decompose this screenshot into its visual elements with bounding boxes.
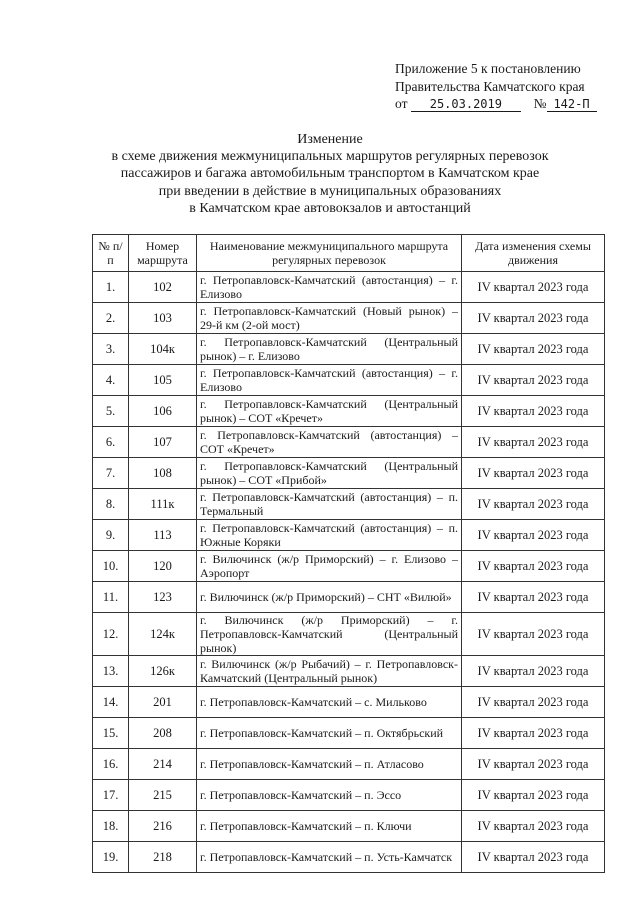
table-row: [93, 489, 605, 520]
cell-date: IV квартал 2023 года: [462, 334, 605, 365]
cell-date: IV квартал 2023 года: [462, 687, 605, 718]
cell-name: г. Петропавловск-Камчатский (автостанция) – п. Термальный: [197, 489, 462, 520]
cell-date: IV квартал 2023 года: [462, 272, 605, 303]
title-line-1: Изменение: [297, 132, 363, 147]
cell-name: г. Петропавловск-Камчатский (автостанция) – СОТ «Кречет»: [197, 427, 462, 458]
cell-num: 13.: [93, 656, 129, 687]
table-row: [93, 427, 605, 458]
table-header-row: [93, 235, 605, 272]
cell-route: 111к: [129, 489, 197, 520]
cell-name: г. Петропавловск-Камчатский (автостанция) – г. Елизово: [197, 365, 462, 396]
cell-date: IV квартал 2023 года: [462, 520, 605, 551]
cell-date: IV квартал 2023 года: [462, 811, 605, 842]
cell-date: IV квартал 2023 года: [462, 427, 605, 458]
cell-num: 8.: [93, 489, 129, 520]
cell-route: 124к: [129, 613, 197, 656]
cell-num: 9.: [93, 520, 129, 551]
cell-name: г. Вилючинск (ж/р Рыбачий) – г. Петропавловск-Камчатский (Центральный рынок): [197, 656, 462, 687]
cell-num: 5.: [93, 396, 129, 427]
header-date: Дата изменения схемы движения: [462, 235, 605, 272]
appendix-from-label: от: [395, 96, 408, 111]
cell-route: 218: [129, 842, 197, 873]
cell-num: 7.: [93, 458, 129, 489]
cell-date: IV квартал 2023 года: [462, 458, 605, 489]
title-line-5: в Камчатском крае автовокзалов и автостанций: [189, 200, 471, 216]
cell-date: IV квартал 2023 года: [462, 365, 605, 396]
cell-route: 120: [129, 551, 197, 582]
cell-name: г. Петропавловск-Камчатский – п. Атласово: [197, 749, 462, 780]
cell-route: 214: [129, 749, 197, 780]
appendix-date: 25.03.2019: [411, 97, 521, 112]
cell-num: 14.: [93, 687, 129, 718]
table-row: [93, 656, 605, 687]
appendix-date-line: [395, 95, 625, 113]
appendix-line-2: Правительства Камчатского края: [395, 78, 585, 94]
table-row: [93, 842, 605, 873]
cell-num: 16.: [93, 749, 129, 780]
appendix-number-label: №: [533, 96, 547, 111]
header-name: Наименование межмуниципального маршрута регулярных перевозок: [197, 235, 462, 272]
cell-num: 18.: [93, 811, 129, 842]
cell-date: IV квартал 2023 года: [462, 780, 605, 811]
cell-num: 11.: [93, 582, 129, 613]
cell-name: г. Петропавловск-Камчатский (Новый рынок) – 29-й км (2-ой мост): [197, 303, 462, 334]
table-row: [93, 780, 605, 811]
cell-name: г. Петропавловск-Камчатский – п. Усть-Камчатск: [197, 842, 462, 873]
cell-num: 15.: [93, 718, 129, 749]
cell-date: IV квартал 2023 года: [462, 582, 605, 613]
cell-date: IV квартал 2023 года: [462, 551, 605, 582]
cell-name: г. Петропавловск-Камчатский (Центральный рынок) – г. Елизово: [197, 334, 462, 365]
cell-num: 17.: [93, 780, 129, 811]
appendix-block: [395, 60, 625, 113]
table-row: [93, 334, 605, 365]
cell-route: 106: [129, 396, 197, 427]
appendix-number: 142-П: [547, 97, 597, 112]
cell-name: г. Петропавловск-Камчатский (автостанция) – г. Елизово: [197, 272, 462, 303]
table-row: [93, 718, 605, 749]
table-row: [93, 272, 605, 303]
cell-route: 103: [129, 303, 197, 334]
cell-num: 19.: [93, 842, 129, 873]
table-row: [93, 582, 605, 613]
cell-date: IV квартал 2023 года: [462, 749, 605, 780]
cell-route: 107: [129, 427, 197, 458]
table-row: [93, 551, 605, 582]
routes-table: [92, 234, 605, 873]
cell-name: г. Петропавловск-Камчатский (автостанция) – п. Южные Коряки: [197, 520, 462, 551]
table-row: [93, 613, 605, 656]
cell-date: IV квартал 2023 года: [462, 613, 605, 656]
cell-name: г. Вилючинск (ж/р Приморский) – г. Петропавловск-Камчатский (Центральный рынок): [197, 613, 462, 656]
appendix-line-1: Приложение 5 к постановлению: [395, 61, 581, 76]
table-row: [93, 396, 605, 427]
table-row: [93, 687, 605, 718]
cell-name: г. Петропавловск-Камчатский (Центральный рынок) – СОТ «Прибой»: [197, 458, 462, 489]
title-line-3: пассажиров и багажа автомобильным транспортом в Камчатском крае: [120, 166, 540, 182]
cell-name: г. Петропавловск-Камчатский – п. Октябрьский: [197, 718, 462, 749]
header-num: № п/п: [93, 235, 129, 272]
cell-date: IV квартал 2023 года: [462, 718, 605, 749]
cell-name: г. Петропавловск-Камчатский (Центральный рынок) – СОТ «Кречет»: [197, 396, 462, 427]
table-row: [93, 520, 605, 551]
cell-num: 1.: [93, 272, 129, 303]
cell-route: 102: [129, 272, 197, 303]
cell-num: 10.: [93, 551, 129, 582]
cell-route: 216: [129, 811, 197, 842]
table-row: [93, 303, 605, 334]
cell-name: г. Петропавловск-Камчатский – с. Мильково: [197, 687, 462, 718]
cell-name: г. Петропавловск-Камчатский – п. Эссо: [197, 780, 462, 811]
cell-date: IV квартал 2023 года: [462, 303, 605, 334]
cell-route: 108: [129, 458, 197, 489]
cell-name: г. Вилючинск (ж/р Приморский) – СНТ «Вилюй»: [197, 582, 462, 613]
cell-name: г. Петропавловск-Камчатский – п. Ключи: [197, 811, 462, 842]
title-line-4: при введении в действие в муниципальных образованиях: [158, 183, 502, 199]
cell-route: 123: [129, 582, 197, 613]
table-row: [93, 811, 605, 842]
cell-num: 6.: [93, 427, 129, 458]
header-route: Номер маршрута: [129, 235, 197, 272]
cell-num: 3.: [93, 334, 129, 365]
cell-num: 4.: [93, 365, 129, 396]
cell-route: 215: [129, 780, 197, 811]
table-row: [93, 749, 605, 780]
cell-route: 208: [129, 718, 197, 749]
cell-num: 2.: [93, 303, 129, 334]
cell-num: 12.: [93, 613, 129, 656]
title-line-2: в схеме движения межмуниципальных маршрутов регулярных перевозок: [111, 149, 549, 165]
cell-route: 105: [129, 365, 197, 396]
cell-date: IV квартал 2023 года: [462, 489, 605, 520]
cell-route: 126к: [129, 656, 197, 687]
cell-route: 104к: [129, 334, 197, 365]
cell-name: г. Вилючинск (ж/р Приморский) – г. Елизово – Аэропорт: [197, 551, 462, 582]
cell-date: IV квартал 2023 года: [462, 842, 605, 873]
cell-date: IV квартал 2023 года: [462, 396, 605, 427]
document-title: [40, 131, 620, 217]
cell-date: IV квартал 2023 года: [462, 656, 605, 687]
table-row: [93, 365, 605, 396]
table-row: [93, 458, 605, 489]
cell-route: 201: [129, 687, 197, 718]
cell-route: 113: [129, 520, 197, 551]
